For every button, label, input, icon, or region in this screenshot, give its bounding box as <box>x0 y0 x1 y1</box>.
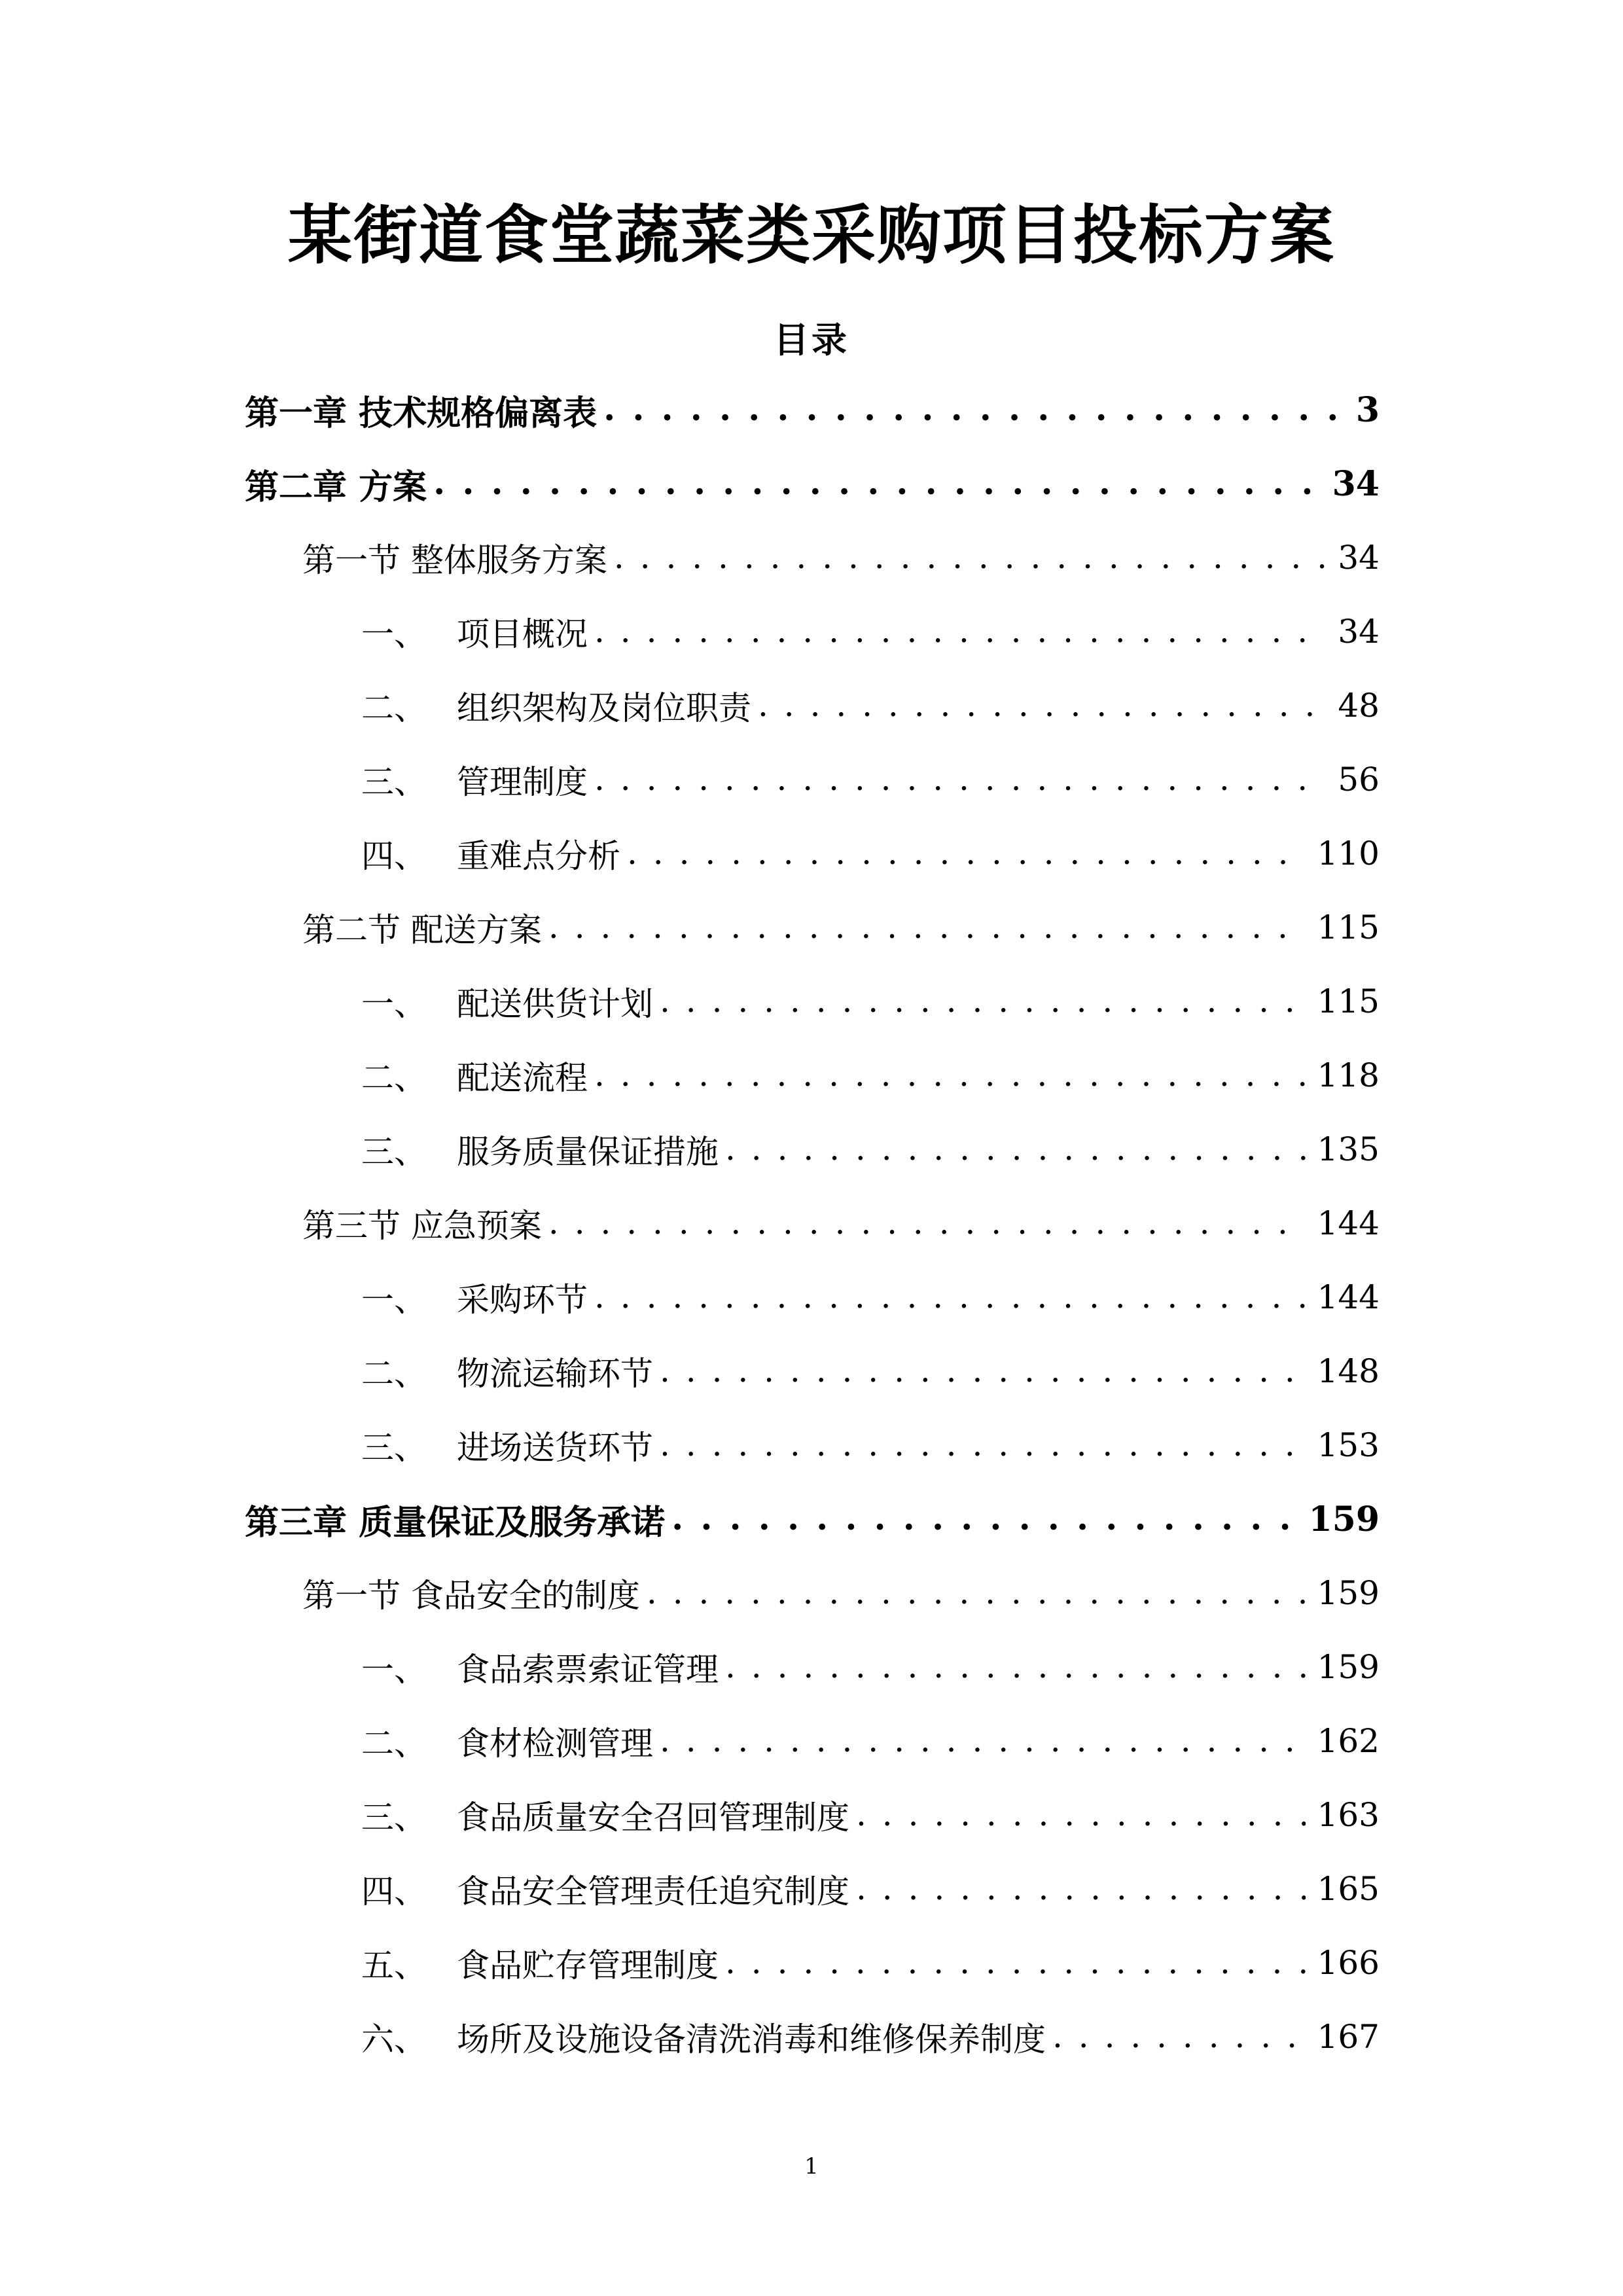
toc-entry[interactable] <box>361 969 1380 1034</box>
toc-entry-page: 166 <box>1317 1944 1380 1982</box>
toc-dot-leader <box>627 834 1306 873</box>
toc-entry[interactable] <box>361 1930 1380 1996</box>
toc-entry-number: 二、 <box>361 1355 427 1393</box>
page-number: 1 <box>804 2153 819 2179</box>
toc-entry-page: 153 <box>1317 1426 1380 1464</box>
toc-entry[interactable] <box>361 1782 1380 1848</box>
toc-entry[interactable] <box>361 673 1380 738</box>
toc-entry-label: 第二章 方案 <box>245 467 427 507</box>
toc-entry[interactable] <box>361 1412 1380 1478</box>
toc-entry-page: 34 <box>1338 539 1380 577</box>
toc-entry-page: 118 <box>1317 1056 1380 1094</box>
toc-entry-label: 管理制度 <box>457 763 588 801</box>
toc-entry[interactable] <box>361 1117 1380 1182</box>
toc-entry-label: 食材检测管理 <box>457 1725 653 1763</box>
toc-entry-number: 五、 <box>361 1946 427 1984</box>
toc-entry-page: 115 <box>1317 982 1380 1020</box>
toc-entry-number: 四、 <box>361 1873 427 1910</box>
toc-entry[interactable] <box>361 1338 1380 1404</box>
toc-entry[interactable] <box>302 1191 1380 1256</box>
toc-entry-page: 144 <box>1317 1278 1380 1316</box>
toc-entry[interactable] <box>361 2004 1380 2070</box>
toc-entry[interactable] <box>361 1856 1380 1922</box>
toc-dot-leader <box>660 1352 1306 1391</box>
toc-entry-number: 一、 <box>361 1281 427 1319</box>
toc-entry-label: 第一节 食品安全的制度 <box>302 1577 640 1615</box>
toc-entry-page: 159 <box>1317 1574 1380 1612</box>
toc-entry-page: 144 <box>1317 1204 1380 1242</box>
toc-entry-label: 食品质量安全召回管理制度 <box>457 1799 849 1837</box>
toc-entry-label: 场所及设施设备清洗消毒和维修保养制度 <box>457 2020 1046 2058</box>
toc-dot-leader <box>594 1056 1306 1095</box>
toc-entry[interactable] <box>361 821 1380 886</box>
toc-entry-label: 食品索票索证管理 <box>457 1651 719 1689</box>
toc-dot-leader <box>660 1426 1306 1465</box>
toc-entry-label: 食品贮存管理制度 <box>457 1946 719 1984</box>
toc-entry-number: 二、 <box>361 689 427 727</box>
toc-entry-number: 三、 <box>361 1429 427 1467</box>
toc-dot-leader <box>660 1721 1306 1761</box>
toc-entry-label: 重难点分析 <box>457 837 620 875</box>
toc-entry-label: 物流运输环节 <box>457 1355 653 1393</box>
toc-dot-leader <box>594 612 1326 651</box>
toc-dot-leader <box>594 760 1326 799</box>
toc-entry-number: 二、 <box>361 1725 427 1763</box>
toc-entry-label: 第二节 配送方案 <box>302 911 542 949</box>
toc-dot-leader <box>594 1278 1306 1317</box>
toc-entry[interactable] <box>245 1486 1380 1552</box>
toc-entry-page: 163 <box>1317 1796 1380 1834</box>
toc-entry-label: 进场送货环节 <box>457 1429 653 1467</box>
toc-entry-number: 二、 <box>361 1059 427 1097</box>
toc-heading: 目录 <box>774 319 849 361</box>
toc-entry-page: 48 <box>1338 687 1380 725</box>
toc-entry[interactable] <box>245 451 1380 516</box>
toc-dot-leader <box>671 1499 1296 1539</box>
toc-entry-label: 第一章 技术规格偏离表 <box>245 393 597 433</box>
toc-entry-page: 135 <box>1317 1130 1380 1168</box>
toc-entry-number: 三、 <box>361 1133 427 1171</box>
toc-entry[interactable] <box>361 1634 1380 1700</box>
toc-dot-leader <box>725 1943 1306 1982</box>
toc-dot-leader <box>614 538 1326 577</box>
toc-entry-label: 第三节 应急预案 <box>302 1207 542 1245</box>
toc-entry-label: 项目概况 <box>457 615 588 653</box>
toc-entry[interactable] <box>361 1708 1380 1774</box>
toc-entry-label: 第三章 质量保证及服务承诺 <box>245 1502 666 1543</box>
toc-entry-page: 165 <box>1317 1870 1380 1908</box>
toc-entry-page: 3 <box>1355 389 1380 430</box>
toc-entry-label: 配送供货计划 <box>457 985 653 1023</box>
toc-entry[interactable] <box>361 599 1380 664</box>
toc-entry-label: 配送流程 <box>457 1059 588 1097</box>
toc-entry-page: 115 <box>1317 908 1380 946</box>
toc-dot-leader <box>647 1573 1306 1613</box>
toc-entry[interactable] <box>361 1043 1380 1108</box>
toc-entry-page: 159 <box>1308 1499 1380 1539</box>
toc-dot-leader <box>660 982 1306 1021</box>
toc-entry-page: 162 <box>1317 1722 1380 1760</box>
toc-entry-number: 四、 <box>361 837 427 875</box>
toc-dot-leader <box>548 908 1306 947</box>
toc-dot-leader <box>725 1647 1306 1687</box>
toc-entry-label: 服务质量保证措施 <box>457 1133 719 1171</box>
toc-entry[interactable] <box>361 1265 1380 1330</box>
toc-entry-number: 三、 <box>361 763 427 801</box>
toc-entry[interactable] <box>302 895 1380 960</box>
toc-entry-page: 148 <box>1317 1352 1380 1390</box>
toc-entry-page: 56 <box>1338 761 1380 798</box>
document-title: 某街道食堂蔬菜类采购项目投标方案 <box>287 198 1335 273</box>
toc-entry[interactable] <box>245 377 1380 442</box>
toc-entry-page: 110 <box>1317 834 1380 872</box>
toc-entry-label: 食品安全管理责任追究制度 <box>457 1873 849 1910</box>
toc-dot-leader <box>1052 2017 1306 2056</box>
toc-entry-number: 三、 <box>361 1799 427 1837</box>
toc-dot-leader <box>856 1869 1306 1909</box>
toc-dot-leader <box>433 464 1321 503</box>
toc-entry-label: 组织架构及岗位职责 <box>457 689 751 727</box>
toc-dot-leader <box>758 686 1326 725</box>
toc-dot-leader <box>856 1795 1306 1835</box>
toc-entry-number: 一、 <box>361 1651 427 1689</box>
toc-entry-page: 34 <box>1332 463 1380 504</box>
toc-entry[interactable] <box>302 1560 1380 1626</box>
toc-dot-leader <box>725 1130 1306 1169</box>
toc-entry-number: 一、 <box>361 615 427 653</box>
toc-entry-page: 159 <box>1317 1648 1380 1686</box>
toc-entry-number: 一、 <box>361 985 427 1023</box>
toc-entry[interactable] <box>302 525 1380 590</box>
toc-entry-label: 采购环节 <box>457 1281 588 1319</box>
toc-entry[interactable] <box>361 747 1380 812</box>
toc-dot-leader <box>603 390 1344 429</box>
toc-entry-page: 167 <box>1317 2018 1380 2056</box>
toc-entry-number: 六、 <box>361 2020 427 2058</box>
toc-dot-leader <box>548 1204 1306 1243</box>
toc-entry-label: 第一节 整体服务方案 <box>302 541 607 579</box>
toc-entry-page: 34 <box>1338 613 1380 651</box>
